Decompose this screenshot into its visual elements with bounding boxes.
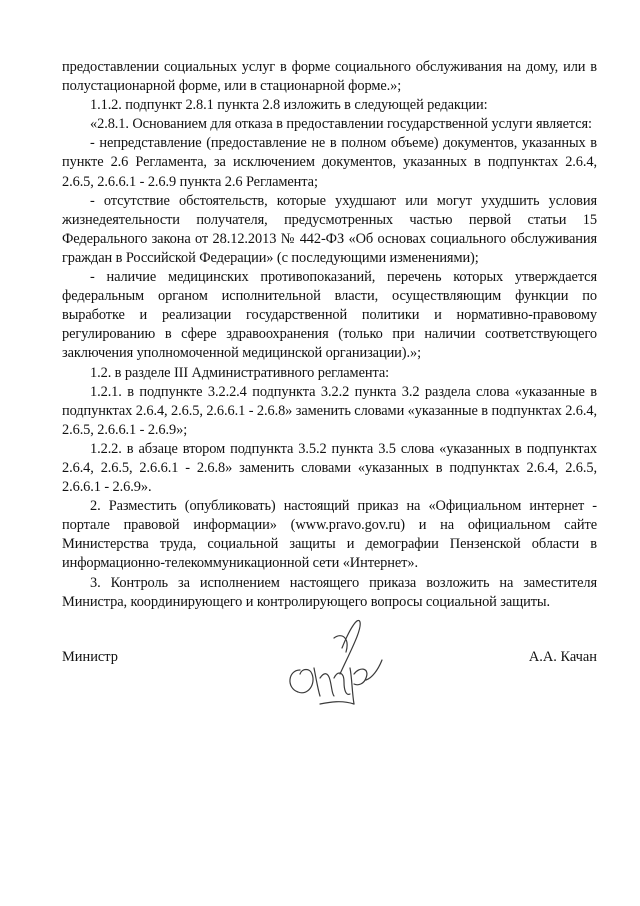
paragraph-refusal-reason-documents: - непредставление (предоставление не в полном объеме) документов, указанных в пункте 2.6 Регламента, за исключением документов, указанных в подпунктах 2.6.4, 2.6.5, 2.6.6.1 - 2.6.9 пункта 2.6 Регламента; xyxy=(62,135,597,190)
paragraph-1-2-2: 1.2.2. в абзаце втором подпункта 3.5.2 пункта 3.5 слова «указанных в подпунктах 2.6.4, 2.6.5, 2.6.6.1 - 2.6.8» заменить словами «указанных в подпунктах 2.6.4, 2.6.5, 2.6.6.1 - 2.6.9». xyxy=(62,440,597,496)
paragraph-1-1-2: 1.1.2. подпункт 2.8.1 пункта 2.8 изложить в следующей редакции: xyxy=(90,97,488,114)
paragraph-2-8-1: «2.8.1. Основанием для отказа в предоставлении государственной услуги является: xyxy=(90,116,592,133)
paragraph-1-2-1: 1.2.1. в подпункте 3.2.2.4 подпункта 3.2.2 пункта 3.2 раздела слова «указанные в подпунктах 2.6.4, 2.6.5, 2.6.6.1 - 2.6.8» заменить словами «указанные в подпунктах 2.6.4, 2.6.5, 2.6.6.1 - 2.6.9»; xyxy=(62,383,597,438)
paragraph-3-control: 3. Контроль за исполнением настоящего приказа возложить на заместителя Министра, координирующего и контролирующего вопросы социальной защиты. xyxy=(62,574,597,610)
paragraph-continuation: предоставлении социальных услуг в форме социального обслуживания на дому, или в полустационарной форме, или в стационарной форме.»; xyxy=(62,59,597,95)
signatory-title: Министр xyxy=(62,649,118,665)
paragraph-refusal-reason-circumstances: - отсутствие обстоятельств, которые ухудшают или могут ухудшить условия жизнедеятельности получателя, предусмотренных частью первой статьи 15 Федерального закона от 28.12.2013 № 442-ФЗ «Об основах социального обслуживания граждан в Российской Федерации» (с последующими изменениями); xyxy=(62,192,597,266)
document-body xyxy=(62,58,597,612)
signatory-name: А.А. Качан xyxy=(528,649,597,665)
paragraph-refusal-reason-medical: - наличие медицинских противопоказаний, перечень которых утверждается федеральным органом исполнительной власти, осуществляющим функции по выработке и реализации государственной политики и нормативно-правовому регулированию в сфере здравоохранения (только при наличии соответствующего заключения уполномоченной медицинской организации).»; xyxy=(62,269,597,362)
handwritten-signature xyxy=(280,608,390,718)
paragraph-1-2: 1.2. в разделе III Административного регламента: xyxy=(90,364,390,381)
paragraph-2-publish: 2. Разместить (опубликовать) настоящий приказ на «Официальном интернет - портале правовой информации» (www.pravo.gov.ru) и на официальном сайте Министерства труда, социальной защиты и демографии Пензенской области в информационно-телекоммуникационной сети «Интернет». xyxy=(62,498,597,572)
